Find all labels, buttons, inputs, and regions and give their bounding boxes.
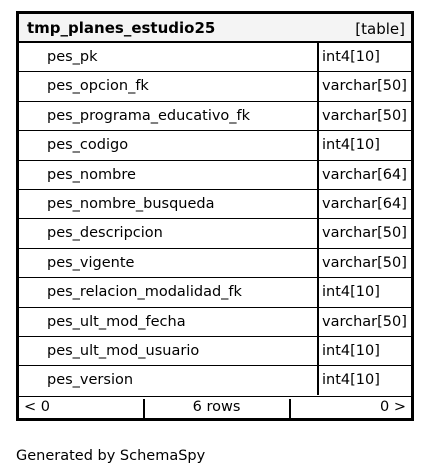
- column-row[interactable]: [19, 278, 411, 307]
- footer-divider: [289, 399, 291, 419]
- column-row[interactable]: [19, 249, 411, 278]
- column-list: [19, 43, 411, 396]
- column-row[interactable]: [19, 72, 411, 101]
- column-name: pes_ult_mod_usuario: [47, 342, 200, 359]
- column-row[interactable]: [19, 102, 411, 131]
- column-type: varchar[64]: [322, 195, 407, 212]
- column-name: pes_nombre: [47, 166, 136, 183]
- column-type: varchar[50]: [322, 313, 407, 330]
- table-header: [19, 14, 411, 43]
- table-node[interactable]: [16, 11, 414, 421]
- column-row[interactable]: [19, 161, 411, 190]
- column-name: pes_ult_mod_fecha: [47, 313, 186, 330]
- column-name: pes_pk: [47, 49, 98, 65]
- column-name: pes_version: [47, 372, 134, 389]
- column-name: pes_relacion_modalidad_fk: [47, 284, 242, 301]
- column-type: int4[10]: [322, 284, 380, 301]
- column-row[interactable]: [19, 190, 411, 219]
- column-type: varchar[50]: [322, 254, 407, 271]
- column-row[interactable]: [19, 308, 411, 337]
- column-type: varchar[50]: [322, 225, 407, 242]
- column-row[interactable]: [19, 219, 411, 248]
- column-row[interactable]: [19, 43, 411, 72]
- column-type: int4[10]: [322, 372, 380, 389]
- column-name: pes_codigo: [47, 137, 129, 154]
- column-name: pes_vigente: [47, 254, 135, 271]
- children-count[interactable]: 0 >: [380, 399, 406, 415]
- column-name: pes_descripcion: [47, 225, 163, 242]
- parents-count[interactable]: < 0: [24, 399, 50, 415]
- table-footer: [19, 396, 411, 418]
- column-type: varchar[50]: [322, 78, 407, 95]
- column-name: pes_opcion_fk: [47, 78, 149, 95]
- table-kind: [table]: [355, 20, 405, 38]
- generated-by-note: Generated by SchemaSpy: [16, 448, 206, 464]
- column-row[interactable]: [19, 337, 411, 366]
- column-row[interactable]: [19, 366, 411, 395]
- row-count: 6 rows: [192, 399, 241, 415]
- column-type: varchar[64]: [322, 166, 407, 183]
- table-name[interactable]: tmp_planes_estudio25: [27, 19, 216, 37]
- column-type: int4[10]: [322, 49, 380, 65]
- column-row[interactable]: [19, 131, 411, 160]
- column-type: varchar[50]: [322, 107, 407, 124]
- column-name: pes_nombre_busqueda: [47, 195, 215, 212]
- column-divider: [317, 43, 319, 395]
- column-type: int4[10]: [322, 137, 380, 154]
- column-type: int4[10]: [322, 342, 380, 359]
- column-name: pes_programa_educativo_fk: [47, 107, 251, 124]
